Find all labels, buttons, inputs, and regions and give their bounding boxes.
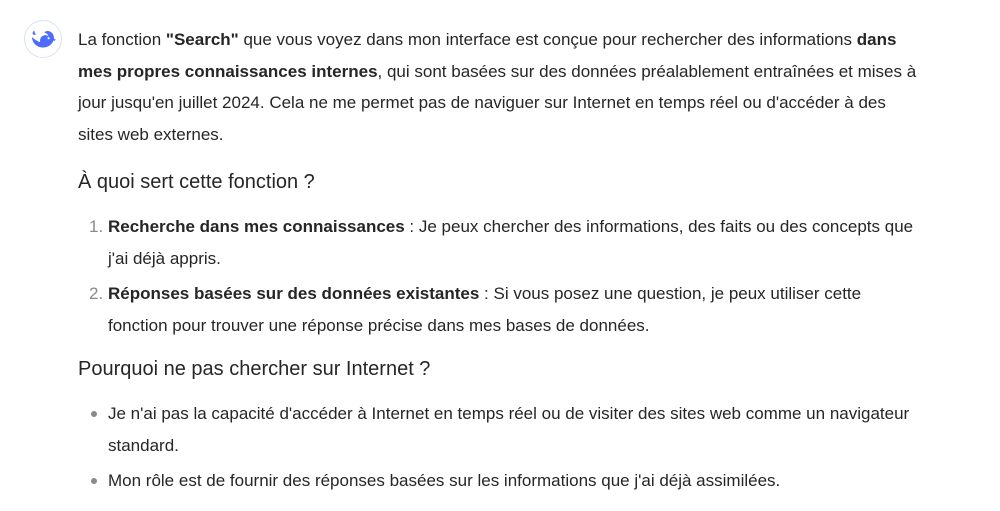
intro-paragraph	[78, 24, 918, 150]
ordered-list	[78, 211, 918, 341]
intro-bold-knowledge: dans mes propres connaissances internes	[78, 30, 897, 81]
assistant-avatar	[24, 20, 62, 58]
list-item-text: Je n'ai pas la capacité d'accéder à Internet en temps réel ou de visiter des sites web comme un navigateur standard.	[108, 404, 910, 455]
list-item	[78, 211, 918, 274]
list-item	[78, 398, 918, 461]
intro-text-2: que vous voyez dans mon interface est conçue pour rechercher des informations	[238, 30, 857, 49]
intro-text-3: , qui sont basées sur des données préalablement entraînées et mises à jour jusqu'en juillet 2024. Cela ne me permet pas de naviguer sur Internet en temps réel ou d'accéder à des sites web externes.	[78, 61, 917, 144]
list-item-title: Recherche dans mes connaissances	[108, 217, 405, 236]
assistant-message	[78, 24, 918, 497]
list-item	[78, 465, 918, 497]
list-item	[78, 278, 918, 341]
list-number: 1.	[89, 217, 104, 236]
intro-bold-search: "Search"	[165, 30, 239, 49]
list-item-title: Réponses basées sur des données existantes	[108, 284, 480, 303]
bullet-dot	[91, 478, 97, 484]
list-item-text: : Je peux chercher des informations, des faits ou des concepts que j'ai déjà appris.	[108, 217, 914, 268]
list-number: 2.	[89, 284, 104, 303]
intro-text-1: La fonction	[78, 30, 166, 49]
list-item-text: : Si vous posez une question, je peux utiliser cette fonction pour trouver une réponse précise dans mes bases de données.	[108, 284, 862, 335]
deepseek-whale-icon	[30, 28, 56, 50]
bullet-list	[78, 398, 918, 497]
list-item-text: Mon rôle est de fournir des réponses basées sur les informations que j'ai déjà assimilées.	[108, 471, 781, 490]
section-heading-why-not-internet: Pourquoi ne pas chercher sur Internet ?	[78, 358, 431, 380]
bullet-dot	[91, 411, 97, 417]
section-heading-purpose: À quoi sert cette fonction ?	[78, 171, 315, 193]
